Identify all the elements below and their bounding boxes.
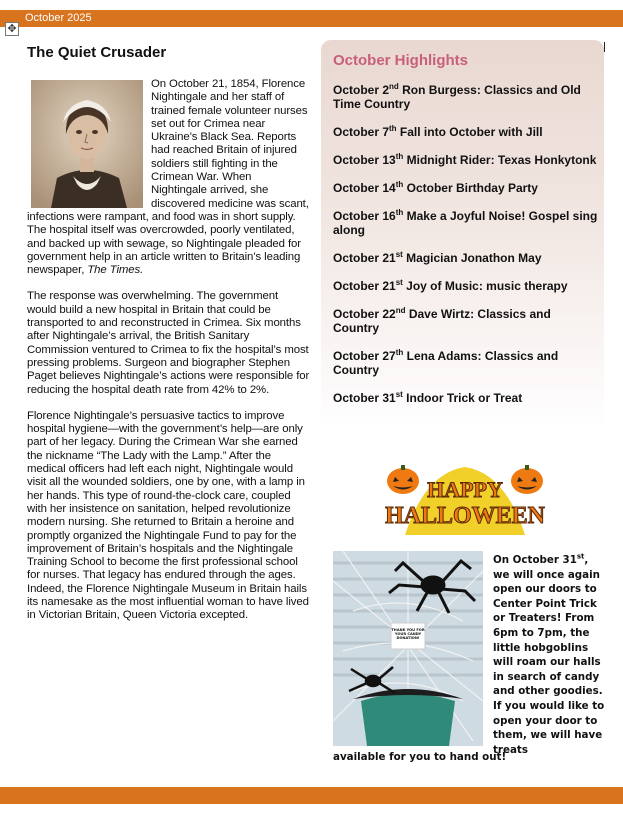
article-paragraph-2: The response was overwhelming. The government would build a new hospital in Britain that could be transported to and reconstructed in Crimea. Six months after Nightingale’s arrival, the British Sanitary Commission ventured to Crimea to fix the hospital’s most pressing problems. Surgeon and biographer Stephen Paget believes Nightingale’s actions were responsible for reducing the hospital death rate from 42% to 2%. [27, 290, 310, 396]
highlight-item: October 13th Midnight Rider: Texas Honkytonk [333, 152, 597, 167]
pumpkin-right-icon [511, 465, 543, 494]
trick-or-treat-notice: On October 31st, we will once again open our doors to Center Point Trick or Treaters! From 6pm to 7pm, the little hobgoblins will roam our halls in search of candy and other goodies. If you would like to open your door to them, we will have treats [493, 552, 605, 756]
article-title: The Quiet Crusader [27, 44, 167, 61]
spider-decoration-photo [333, 551, 483, 746]
portrait-image [31, 80, 143, 208]
highlights-list [333, 83, 599, 419]
article-paragraph-3: Florence Nightingale’s persuasive tactics to improve hospital hygiene—with the government’s help—are only part of her legacy. During the Crimean War she earned the nickname “The Lady with the Lamp.” After the medical officers had left each night, Nightingale would visit all the wounded soldiers, one by one, with a lamp in her hands. This type of round-the-clock care, coupled with her insistence on sanitation, helped revolutionize modern nursing. She returned to Britain a heroine and promptly organized the Nightingale Fund to pay for the improvement of Britain’s hospitals and the Nightingale Training School to become the first professional school for nurses. That legacy has endured through the ages. Indeed, the Florence Nightingale Museum in Britain hails its namesake as the most influential woman to have lived in Victorian Britain, Queen Victoria excepted. [27, 409, 309, 622]
highlight-item: October 16th Make a Joyful Noise! Gospel sing along [333, 208, 598, 237]
banner-halloween: HALLOWEEN [385, 503, 545, 529]
highlight-item: October 21st Magician Jonathon May [333, 250, 542, 265]
highlight-item: October 21st Joy of Music: music therapy [333, 278, 568, 293]
column-divider [604, 42, 605, 52]
highlights-title: October Highlights [333, 52, 468, 69]
highlight-item: October 27th Lena Adams: Classics and Country [333, 348, 559, 377]
article-body [27, 78, 310, 636]
trick-or-treat-notice-tail: available for you to hand out! [333, 751, 507, 763]
highlight-item: October 7th Fall into October with Jill [333, 124, 543, 139]
footer-bar [0, 787, 623, 804]
newspaper-name: The Times. [87, 264, 144, 277]
donation-sign: THANK YOU FOR YOUR CANDY DONATION! [391, 628, 425, 641]
month-header-bar [0, 10, 623, 27]
portrait-drawing [31, 80, 143, 208]
move-handle-icon[interactable]: ✥ [5, 22, 19, 36]
highlight-item: October 22nd Dave Wirtz: Classics and Country [333, 306, 551, 335]
highlight-item: October 31st Indoor Trick or Treat [333, 390, 523, 405]
highlight-item: October 14th October Birthday Party [333, 180, 538, 195]
banner-happy: HAPPY [427, 477, 503, 502]
article-paragraph-1: On October 21, 1854, Florence Nightingale and her staff of trained female volunteer nurses set out for Crimea near Ukraine’s Black Sea. Reports had reached Britain of injured soldiers still fighting in the Crimean War. When Nightingale arrived, she discovered medicine was scant, infections were rampant, and food was in short supply. The hospital itself was overcrowded, poorly ventilated, and backed up with sewage, so Nightingale pleaded for government help in an article written to Britain’s leading newspaper, The Times. [27, 78, 309, 277]
october-highlights-box [321, 40, 604, 430]
highlight-item: October 2nd Ron Burgess: Classics and Old Time Country [333, 82, 581, 111]
spider-photo-drawing [333, 551, 483, 746]
month-label: October 2025 [25, 12, 92, 24]
pumpkin-left-icon [387, 465, 419, 494]
happy-halloween-banner [385, 455, 545, 545]
